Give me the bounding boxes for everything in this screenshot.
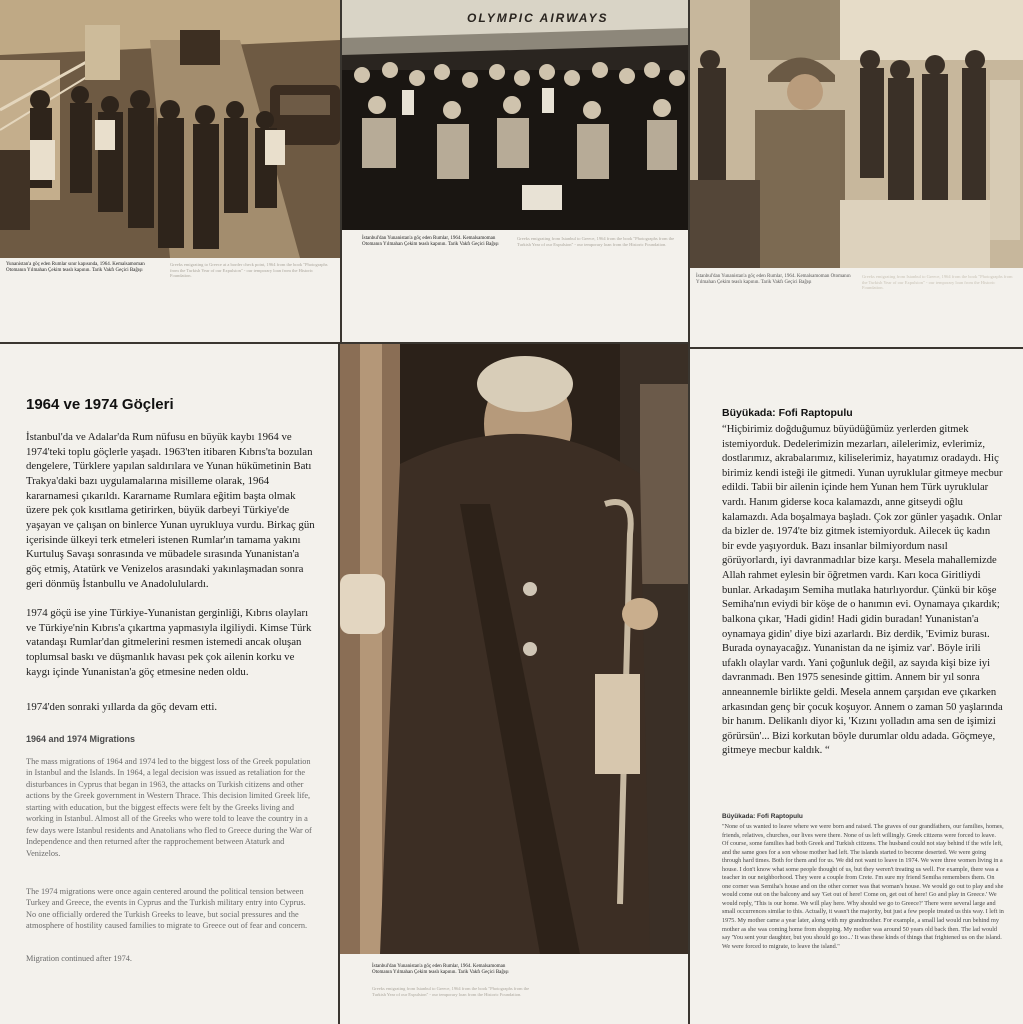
text-panel-migrations [0,344,338,1024]
page-title: 1964 ve 1974 Göçleri [26,396,174,413]
photo-soldier-crowd [690,0,1023,268]
photo-caption-en: Greeks emigrating from Istanbul to Greece, 1964 from the book "Photographs from the Turkish Year of our Expulsion" - our temporary loan from the Historic Foundation. [372,986,530,997]
photo-caption-tr: Yunanistan'a göç eden Rumlar sınır kapısında, 1964. Kemalsamoman Otomanın Yılmahan Çekim teaslı kapının. Tarik Vakfı Geçici Bağışı [6,262,145,274]
testimony-quote-tr: “Hiçbirimiz doğduğumuz büyüdüğümüz yerlerden gitmek istemiyorduk. Dedelerimizin mezarları, ailelerimiz, evlerimiz, dostlarımız, akrabalarımız, kiliselerimiz, hayatımız oradaydı. Hiç birimiz kendi isteği ile gitmedi. Yunan uyruklular gitmeye mecbur edildi. Tabii bir ailenin içinde hem Yunan hem Türk uyruklular vardı. Hanım giderse koca kalamazdı, anne gitseydi oğlu kalamazdı. Ada boşalmaya başladı. Çok zor günler yaşadık. Onlar da bizler de. 1974'te biz gitmek istemiyorduk. Ailecek üç kadın bir evde yaşıyorduk. Bazı insanlar bilmiyordum nasıl görüyorlardı, iyi davranmadılar bize karşı. Mesela mahallemizde Allah rahmet eylesin bir öğretmen vardı. Karı koca Giritliydi bunlar. Arkadaşım Semiha mutlaka hatırlıyordur. Çünkü bir köşe Semiha'nın eviydi bir köşe de o hanımın evi. Oynamaya çıkardık; balkona çıkar, 'Hadi gidin! Hadi gidin buradan! Yunanistan'a oynamaya gidin' diye bizi azarlardı. Biz derdik, 'Evimiz burası. Burada oynayacağız. Yunanistan da ne işimiz var'. Böyle irili ufaklı olaylar vardı. Yani çoğunluk değil, az sayıda kişi bize iyi davranmadı. Ben 1975 senesinde gittim. Annem bir yıl sonra anneannemle birlikte geldi. Mesela annem çarşıdan eve çıkarken arkasından genç bir çocuk koşuyor. Annem o zaman 50 yaşlarında bir hanım. Delikanlı diyor ki, 'Kızını yolladın ama sen de işimizi görürsün'... Bizi korkutan böyle durumlar oldu adada. Göçmeye, gitmeye mecbur kaldık. “ [722,424,1003,757]
paragraph-en-2: The 1974 migrations were once again centered around the political tension between Turkey and Greece, the events in Cyprus and the Turkish military entry into Cyprus. No one officially ordered the Turkish Greeks to leave, but social pressures and the atmosphere of hostility caused families to migrate to Greece out of fear and concern. [26,887,308,931]
paragraph-en-1: The mass migrations of 1964 and 1974 led to the biggest loss of the Greek population in Istanbul and the Islands. In 1964, a legal decision was issued as retaliation for the disturbances in Cyprus that began in 1963, the attacks on Turkish citizens and other actions by the Greek government in Western Thrace. This decision limited Greek life, starting with education, but the biggest effects were felt by the Greeks living and working in Istanbul. Almost all of the Greeks who were told to leave the country in a few days were Istanbul residents and Anatolians who fled to Greece during the War of Independence and then returned after the rapprochement between Ataturk and Venizelos. [26,757,312,858]
paragraph-en-3: Migration continued after 1974. [26,954,132,963]
photo-caption-en: Greeks emigrating from Istanbul to Greece, 1964 from the book "Photographs from the Turkish Year of our Expulsion" - our temporary loan from the Historic Foundation. [517,236,675,247]
text-panel-testimony [690,349,1023,1024]
paragraph-tr-3: 1974'den sonraki yıllarda da göç devam etti. [26,701,218,713]
airline-sign: OLYMPIC AIRWAYS [467,11,609,25]
photo-airport-group [342,0,688,230]
photo-border-crossing [0,0,340,258]
testimony-quote-en: "None of us wanted to leave where we were born and raised. The graves of our grandfathers, our families, homes, friends, relatives, churches, our lives were there. None of us left willingly. Greek citizens were forced to leave. Of course, some families had both Greek and Turkish citizens. The husband could not stay behind if the wife left, and the same goes for a son whose mother had left. The islands started to become deserted. We were going through hard times. Both for them and for us. We did not want to leave in 1974. We were three women living in a house. I don't know what some people thought of us, but they weren't treating us well. For example, there was a teacher in our neighborhood. They were a couple from Crete. I'm sure my friend Semiha remembers them. On one corner was Semiha's house and on the other corner was that woman's house. We would go out to play and she would come out on the balcony and say 'Get out of here! Come on, get out of here! Go and play in Greece.' We would reply, 'This is our home. We will play here. Why should we go to Greece?' There were several large and small occurrences similar to this. Actually, it wasn't the majority, but just a few people treated us this way. I left in 1975. My mother came a year later, along with my grandmother. For example, a small lad would run behind my mother as she was coming home from shopping. My mother was around 50 years old back then. The lad would say 'You sent your daughter, but you should go too...' It was these kinds of things that frightened us on the island. We were forced to migrate, to leave the island." [722,823,1004,950]
paragraph-tr-1: İstanbul'da ve Adalar'da Rum nüfusu en büyük kaybı 1964 ve 1974'teki toplu göçlerle yaşadı. 1963'ten itibaren Kıbrıs'ta bozulan dengelere, Türklere yapılan saldırılara ve Yunan hükümetinin Batı Trakya'daki bazı uygulamalarına misilleme olarak, 1964 kararnamesi çıkarıldı. Kararname Rumlara eğitim başta olmak üzere pek çok kısıtlama getirirken, büyük darbeyi Türkiye'de yaşayan ve çalışan on binlerce Yunan uyrukluya vurdu. Birkaç gün içerisinde ülkeyi terk etmeleri istenen Rumlar'ın tamama yakını Kurtuluş Savaşı sonrasında ve mübadele sırasında Yunanistan'a göç etmiş, Atatürk ve Venizelos arasındaki yakınlaşmadan sonra geri dönmüş İstanbullu ve Anadolululardı. [26,431,315,590]
photo-panel-airport [342,0,688,342]
photo-caption-tr: İstanbul'dan Yunanistan'a göç eden Rumlar, 1964. Kemalsamoman Otomanın Yılmahan Çekim teaslı kapının. Tarik Vakfı Geçici Bağışı [696,274,851,286]
section-title-en: 1964 and 1974 Migrations [26,734,136,744]
photo-caption-en: Greeks emigrating to Greece at a border check point, 1964 from the book "Photographs from the Turkish Year of our Expulsion" - our temporary loan from the Historic Foundation. [170,262,328,279]
photo-caption-tr: İstanbul'dan Yunanistan'a göç eden Rumlar, 1964. Kemalsamoman Otomanın Yılmahan Çekim teaslı kapının. Tarik Vakfı Geçici Bağışı [362,236,499,248]
photo-caption-tr: İstanbul'dan Yunanistan'a göç eden Rumlar, 1964. Kemalsamoman Otomanın Yılmahan Çekim teaslı kapının. Tarik Vakfı Geçici Bağışı [372,964,509,976]
photo-elderly-woman [340,344,688,954]
photo-panel-border-crossing [0,0,340,342]
photo-panel-soldier [690,0,1023,347]
paragraph-tr-2: 1974 göçü ise yine Türkiye-Yunanistan gerginliği, Kıbrıs olayları ve Türkiye'nin Kıbrıs'a çıkartma yapmasıyla ilgiliydi. Kimse Türk vatandaşı Rumlar'dan gitmelerini resmen istemedi ancak oluşan toplumsal baskı ve düşmanlık havası pek çok ailenin korku ve kaygı içinde Yunanistan'a göç etmesine neden oldu. [26,607,312,678]
photo-caption-en: Greeks emigrating from Istanbul to Greece, 1964 from the book "Photographs from the Turkish Year of our Expulsion" - our temporary loan from the Historic Foundation. [862,274,1013,291]
photo-panel-elderly-woman [340,344,688,1024]
testimony-title: Büyükada: Fofi Raptopulu [722,407,853,419]
testimony-title-en: Büyükada: Fofi Raptopulu [722,813,803,820]
